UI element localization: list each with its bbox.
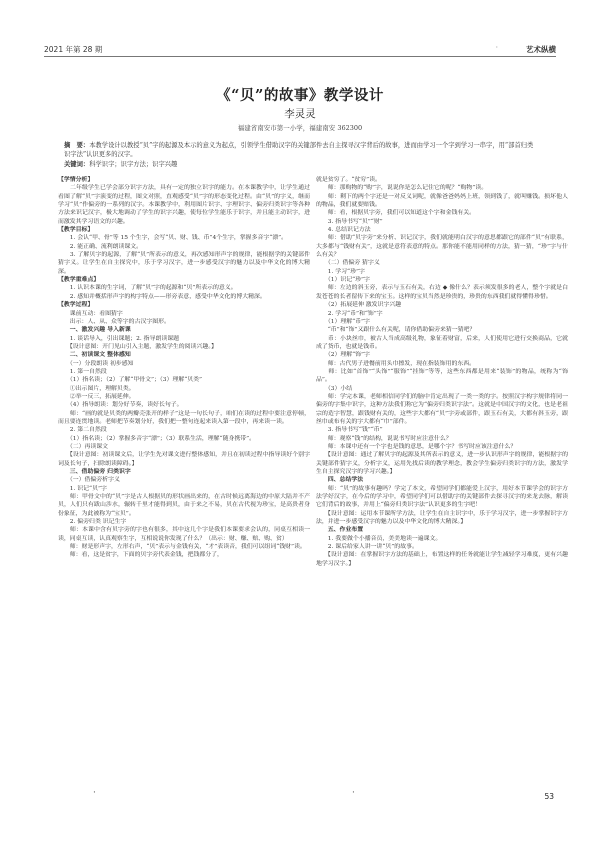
body-paragraph: 师：古代男子进餐前用头巾擦发，现在指装饰用的东西。	[316, 360, 476, 367]
body-paragraph: “币”和“饰”又跟什么有关呢，请你借助偏旁来猜一猜吧？	[316, 327, 476, 334]
body-paragraph: （1）识记“珍”字	[316, 277, 370, 284]
body-paragraph: （1）理解“币”字	[316, 318, 370, 325]
body-paragraph: 1. 第一自然段	[58, 368, 107, 375]
body-paragraph: 1. 谈话导入，引出课题；2. 指导朗读课题	[58, 335, 180, 342]
body-paragraph: 1. 认识本课的生字词，了解“贝”字的起源和“贝”所表示的意义。	[58, 285, 237, 292]
body-paragraph: 师：本课中还有一个字也是钱的意思，是哪个字？书写时应该注意什么？	[316, 444, 517, 450]
section-heading: 【学情分析】	[58, 177, 94, 183]
section-heading: 一、激发兴趣 导入新课	[58, 327, 131, 334]
body-paragraph: （2）理解“饰”字	[316, 352, 370, 359]
body-paragraph: 师：观察“钱”的结构，说说书写时应注意什么？	[316, 435, 452, 442]
keywords	[64, 160, 538, 169]
section-heading: 【教学目标】	[58, 227, 94, 234]
body-paragraph: 2. 学习“币”和“饰”字	[316, 310, 383, 317]
section-heading: 二、初读课文 整体感知	[58, 352, 131, 359]
abstract	[64, 141, 538, 160]
body-paragraph: 4. 总结识记方法	[316, 227, 371, 234]
left-column	[58, 176, 310, 826]
body-paragraph: 1. 会认“甲、骨”等 15 个生字，会写“贝、财、钱、币”4个生字，掌握多音字“漂”。	[58, 235, 288, 242]
body-paragraph: 【设计意图：运用本节课所学方法，让学生在自主识字中，乐于学习汉字，进一步掌握识字方法，并进一步感受汉字的魅力以及中华文化的博大精深。】	[316, 510, 568, 526]
section-heading: 五、作业布置	[316, 527, 364, 534]
abstract-label: 摘 要：	[64, 142, 90, 149]
body-paragraph: 师：比如“首饰”“头饰”“服饰”“挂饰”等等，这些东西都是用来“装饰”的物品，统称为“饰品”。	[316, 368, 568, 384]
body-paragraph: （1）指名读；（2）掌握多音字“漂”；（3）联系生活，理解“随身携带”。	[58, 435, 256, 442]
article-title: 《“贝”的故事》教学设计	[216, 87, 384, 104]
body-paragraph: 【设计意图：通过了解贝字的起源及其所表示的意义，进一步认识形声字的规律，能根据字的关键部件猜字义，分析字义，运用先找后读的教学理念，教会学生偏旁归类识字的方法，激发学生自主探究汉字的学习兴趣。】	[316, 452, 568, 476]
body-paragraph: （二）再读课文	[58, 444, 109, 450]
page-number: 53	[544, 792, 554, 801]
body-paragraph: 2. 能正确、流利朗读课文。	[58, 243, 143, 250]
body-paragraph: 2. 课后给家人讲一讲“贝”的故事。	[316, 544, 418, 551]
body-paragraph: （1）指名读；（2）了解“甲骨文”；（3）理解“贝类”	[58, 377, 203, 384]
section-name: 艺术纵横	[526, 45, 556, 54]
body-paragraph: ①出示图片，理解贝类。	[58, 385, 135, 392]
body-paragraph: （2）拓展延伸 激发识字兴趣	[316, 302, 402, 309]
body-paragraph: 师：“画的就是贝类的两瓣壳张开的样子”这是一句长句子，咱们在读的过程中要注意停顿，而且要连贯地读。老师把节奏划分好，我们把一整句连起来读入第一段中，再来读一读。	[58, 410, 310, 425]
body-paragraph: 课前互动：看图猜字	[58, 310, 123, 317]
header-rule	[44, 56, 556, 57]
body-paragraph: 1. 学习“珍”字	[316, 268, 365, 275]
body-paragraph: 师：财是形声字，左形右声，“贝”表示与金钱有关，“才”表读音，我们可以组词“钱财”读。	[58, 544, 306, 551]
body-paragraph: ②举一反三，拓展延伸。	[58, 393, 135, 400]
body-paragraph: 2. 偏旁归类 识记生字	[58, 519, 127, 526]
right-column	[316, 176, 568, 826]
body-paragraph: 师：左边的斜玉旁，表示与玉石有关，右边 ◆ 像什么？表示须发很多的老人，整个字就是白发苍苍的长者留传下来的宝玉。这样的宝贝当然是珍贵的，珍贵的东西我们就得懂得珍惜。	[316, 285, 568, 300]
author-affiliation: 福建省南安市第一小学，福建南安 362300	[237, 124, 363, 132]
body-paragraph: 2. 感知并概括形声字的构字特点——形旁表意，感受中华文化的博大精深。	[58, 293, 266, 300]
section-heading: 【教学重难点】	[58, 277, 100, 284]
keywords-text: 科学识字；识字方法；识字兴趣	[89, 161, 178, 168]
article-author: 李灵灵	[284, 108, 316, 120]
header-bullet: ·	[495, 43, 498, 52]
body-paragraph: （3）小结	[316, 385, 353, 392]
page-header	[44, 44, 556, 55]
body-paragraph: 3. 了解贝字的起源，了解“贝”所表示的意义，再次感知形声字的规律，能根据学的关键部件猜字义。让学生在自主探究中，乐于学习汉字，进一步感受汉字的魅力以及中华文化的博大精深。	[58, 252, 310, 275]
body-paragraph: 3. 指导书写“贝”“财”	[316, 218, 383, 225]
body-paragraph: 师：剩下的两个字还是一对反义词呢，就像爸爸妈妈上班，领到钱了，就叫赚钱。损坏他人的物品，我们就要赔钱。	[316, 193, 568, 209]
body-paragraph: 就是贫穷了。“贫穷”读。	[316, 177, 381, 183]
body-paragraph: 师：本课中含有贝字旁的字也有很多，其中这几个字是我们本课要求会认的，同桌互相读一读，同桌互读，认真观察生字，互相说说你发现了什么？（出示：财、赚、赔、购、贫）	[58, 527, 310, 542]
footer-dot-right: ·	[352, 788, 355, 798]
footer-dot-left: ·	[93, 788, 96, 798]
body-paragraph: 币：小块丝巾，被古人当成高级礼物，象征着财富，后来，人们使用它进行交换商品，它就成了货币，也就是钱币。	[316, 335, 568, 350]
journal-issue: 2021 年第 28 期	[44, 45, 103, 54]
body-paragraph: （4）指导朗读：划分好节奏，读好长句子。	[58, 402, 183, 409]
body-paragraph: 1. 识记“贝”字	[58, 485, 107, 492]
body-paragraph: 3. 指导书写“钱”“币”	[316, 427, 383, 434]
body-paragraph: 【设计意图：初读课文后，让学生先对课文进行整体感知，并且在初读过程中指导读好个别字词及长句子，扫除朗读障碍。】	[58, 452, 310, 467]
body-paragraph: 师：甲骨文中的“贝”字是古人根据贝的形状画出来的，在古时候远离海边的中原大陆并不产贝，人们只有跋山涉水，辗转千里才能得到贝，由于来之不易，贝在古代视为珍宝，是高贵者身份象征，为此被称为“宝贝”。	[58, 494, 310, 517]
section-heading: 四、总结学法	[316, 477, 364, 484]
body-paragraph: 【设计意图：开门见山引入主题，激发学生的阅读兴趣。】	[58, 343, 218, 350]
body-paragraph: 【设计意图：在掌握识字方法的基础上，布置这样的任务就能让学生减轻学习难度，更有兴趣地学习汉字。】	[316, 552, 568, 567]
body-paragraph: 师：借助“贝字旁”来分析、识记汉字，我们就能明白汉字的意思都跟它的部件“贝”有联系，大多都与“钱财有关”，这就是意符表意的特点。那你能不能用同样的方法，猜一猜，“珍”字与什么有关？	[316, 235, 568, 259]
body-paragraph: 师：“贝”的故事有趣吗？学完了本文，希望同学们都能爱上汉字，用好本节课学会的识字方法学好汉字，在今后的学习中，希望同学们可以借助字的关键部件去探寻汉字的来龙去脉，解读它们背后的故事，并用上“偏旁归类识字法”认识更多的生字吧！	[316, 485, 568, 509]
body-paragraph: 师：那购物的“购”字，说说你是怎么记住它的呢？“购物”读。	[316, 185, 488, 192]
section-heading: 【教学过程】	[58, 302, 94, 309]
body-paragraph: 师：看，根据贝字旁，我们可以知道这个字和金钱有关。	[316, 210, 476, 217]
body-paragraph: 师：看，这是贫字，下面的贝字旁代表金钱，把钱都分了，	[58, 552, 223, 559]
body-paragraph: 二年级学生已学会部分识字方法，具有一定的独立识字的能力。在本课教学中，让学生通过看图了解“贝”字演变的过程，图文对照，直观感受“贝”字的形态变化过程。由“贝”的字义，继而学习“贝”作偏旁的一系列的汉字。本课教学中，利用图片识字、字理识字、偏旁归类识字等各种方法来识记汉字，极大地调动了学生的识字兴趣，使每位学生能乐于识字，并且能主动识字，进而激发其学习语文的兴趣。	[58, 185, 310, 225]
body-paragraph: （二）借偏旁 猜字义	[316, 260, 380, 267]
body-paragraph: （一）借偏旁析字义	[58, 477, 120, 484]
section-heading: 三、借助偏旁 归类识字	[58, 469, 131, 476]
body-paragraph: 1. 我要做个小播音员，美美地读一遍课文。	[316, 535, 442, 542]
body-paragraph: 2. 第二自然段	[58, 427, 107, 434]
body-paragraph: 出示：人、从、众等字的古汉字图形。	[58, 318, 170, 325]
body-paragraph: （一）分段朗读 初步感知	[58, 360, 134, 367]
keywords-label: 关键词：	[64, 161, 90, 168]
body-paragraph: 师：学完本课，老师相信同学们的脑中肯定出现了一类一类的字。按照汉字构字规律将同一偏旁的字集中识字，这种方法我们称它为“偏旁归类识字法”。这就是中国汉字的文化，也是老祖宗的造字智慧，跟钱财有关的，这些字大都有“贝”字旁或部件，跟玉石有关，大都有斜玉旁，跟丝巾或布有关的字大都有“巾”部件。	[316, 393, 568, 425]
abstract-text: 本教学设计以教授“贝”字的起源及本示的意义为起点，引领学生借助汉字的关键部件去自主探寻汉字背后的故事，进而由学习一个字到学习一串字，用“部首归类识字法”认识更多的汉字。	[64, 142, 534, 159]
